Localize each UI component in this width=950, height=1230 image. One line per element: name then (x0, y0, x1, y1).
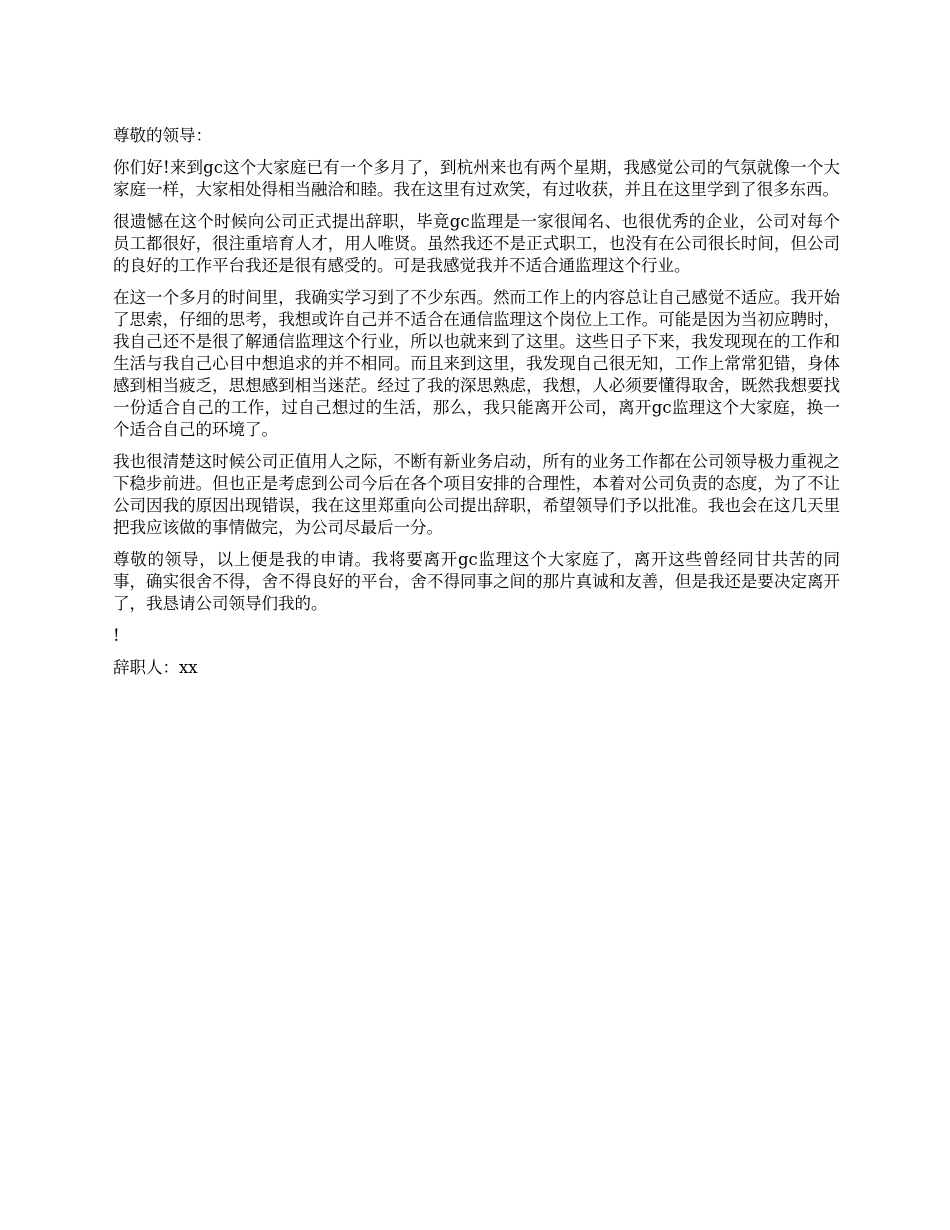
signature: 辞职人：xx (113, 658, 198, 677)
paragraph-5: 尊敬的领导，以上便是我的申请。我将要离开gc监理这个大家庭了，离开这些曾经同甘共苦的同事，确实很舍不得，舍不得良好的平台，舍不得同事之间的那片真诚和友善，但是我还是要决定离开了，我恳请公司领导们我的。 (113, 550, 840, 613)
closing-mark: ! (113, 626, 120, 645)
paragraph-2: 很遗憾在这个时候向公司正式提出辞职，毕竟gc监理是一家很闻名、也很优秀的企业，公司对每个员工都很好，很注重培育人才，用人唯贤。虽然我还不是正式职工，也没有在公司很长时间，但公司的良好的工作平台我还是很有感受的。可是我感觉我并不适合通监理这个行业。 (113, 212, 840, 275)
paragraph-1: 你们好!来到gc这个大家庭已有一个多月了，到杭州来也有两个星期，我感觉公司的气氛就像一个大家庭一样，大家相处得相当融洽和睦。我在这里有过欢笑，有过收获，并且在这里学到了很多东西。 (113, 158, 840, 199)
paragraph-4: 我也很清楚这时候公司正值用人之际，不断有新业务启动，所有的业务工作都在公司领导极力重视之下稳步前进。但也正是考虑到公司今后在各个项目安排的合理性，本着对公司负责的态度，为了不让公司因我的原因出现错误，我在这里郑重向公司提出辞职，希望领导们予以批准。我也会在这几天里把我应该做的事情做完，为公司尽最后一分。 (113, 452, 840, 537)
letter-body (113, 125, 840, 689)
paragraph-3: 在这一个多月的时间里，我确实学习到了不少东西。然而工作上的内容总让自己感觉不适应。我开始了思索，仔细的思考，我想或许自己并不适合在通信监理这个岗位上工作。可能是因为当初应聘时，我自己还不是很了解通信监理这个行业，所以也就来到了这里。这些日子下来，我发现现在的工作和生活与我自己心目中想追求的并不相同。而且来到这里，我发现自己很无知，工作上常常犯错，身体感到相当疲乏，思想感到相当迷茫。经过了我的深思熟虑，我想，人必须要懂得取舍，既然我想要找一份适合自己的工作，过自己想过的生活，那么，我只能离开公司，离开gc监理这个大家庭，换一个适合自己的环境了。 (113, 288, 840, 439)
salutation: 尊敬的领导： (113, 126, 212, 145)
